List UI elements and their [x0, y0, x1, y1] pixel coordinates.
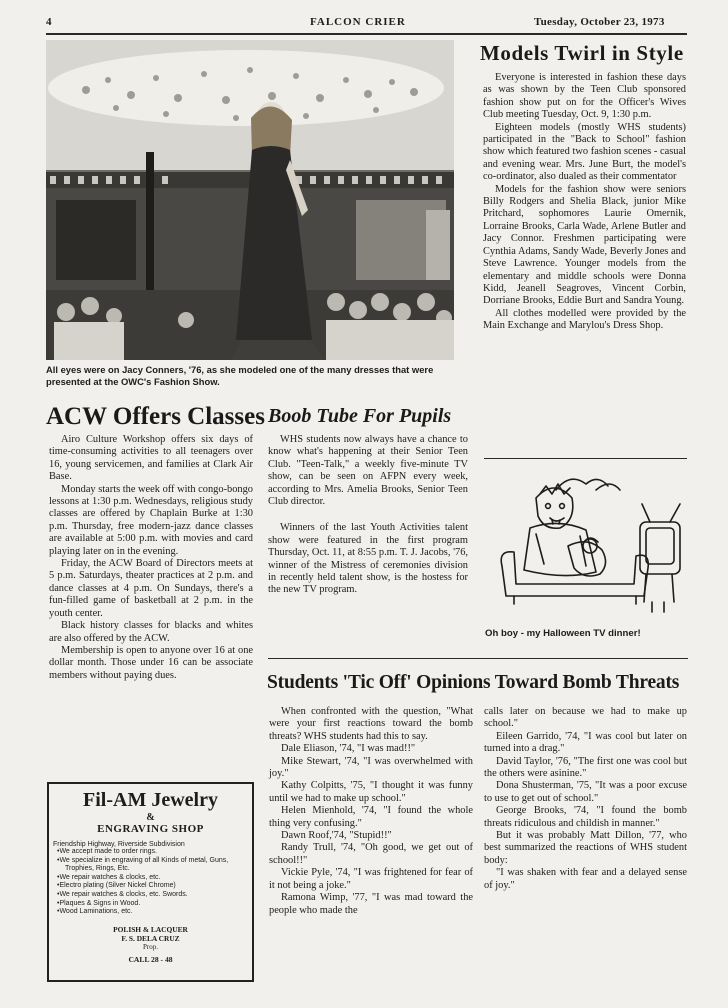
- masthead-rule: [46, 33, 687, 35]
- acw-paragraph: Black history classes for blacks and whites are also offered by the ACW.: [49, 620, 253, 644]
- ad-service-item: • We repair watches & clocks, etc. Swords.: [65, 891, 252, 900]
- boob-tube-paragraph: Winners of the last Youth Activities talent show were featured in the first program Thursday, Oct. 11, at 8:55 p.m. T. J. Jacobs, '76, winner of the Mistress of ceremonies division in recently held talent show, is the hostess for the new TV program.: [268, 522, 468, 596]
- bomb-quote: Dawn Roof,'74, "Stupid!!": [281, 830, 392, 842]
- issue-date: Tuesday, October 23, 1973: [534, 16, 665, 28]
- bomb-quote: Ramona Wimp, '77, "I was mad toward the people who made the: [269, 892, 473, 916]
- acw-paragraph: Monday starts the week off with congo-bongo lessons at 1:30 p.m. Wednesdays, religious study classes are offered by Chaplain Burke at 1:30 p.m. Thursday, free modern-jazz dance classes are available at 5:00 p.m. with movies and card playing later on in the evening.: [49, 483, 253, 557]
- bomb-quote: Dona Shusterman, '75, "It was a poor excuse to use to get out of school.": [484, 780, 687, 804]
- bomb-quote: Vickie Pyle, '74, "I was frightened for fear of it not being a joke.": [269, 867, 473, 891]
- boob-tube-paragraph: WHS students now always have a chance to know what's happening at their Senior Teen Club. "Teen-Talk," a weekly five-minute TV show, can be seen on AFPN every week, according to Mrs. Amelia Brooks, Senior Teen Club director.: [268, 434, 468, 508]
- ad-subtitle: ENGRAVING SHOP: [97, 823, 204, 835]
- bomb-quote: David Taylor, '76, "The first one was cool but the others were asinine.": [484, 755, 687, 780]
- models-paragraph: Models for the fashion show were seniors Billy Rodgers and Shelia Black, junior Mike Pritchard, sophomores Laurie Omernik, Lorraine Brooks, Carla Wade, Arlene Butler and Jacy Connor. Freshmen participating were Cynthia Adams, Sandy Wade, Beverly Jones and Steve Lawrence. Younger models from the elementary and middle schools were Donna Kidd, Jeanell Seagroves, Vincent Corbin, Dorriane Brooks, Eddie Burt and Sandra Young.: [483, 183, 686, 307]
- ad-service-item: • Wood Laminations, etc.: [65, 908, 252, 917]
- ad-footer-prop: Prop.: [143, 942, 158, 951]
- bomb-quote: But it was probably Matt Dillon, '77, who best summarized the reactions of WHS student body:: [484, 830, 687, 866]
- cartoon-caption: Oh boy - my Halloween TV dinner!: [485, 628, 641, 639]
- bomb-quote: When confronted with the question, "What were your first reactions toward the bomb threats? WHS students had this to say.: [269, 706, 473, 742]
- ad-footer-polish: POLISH & LACQUER: [113, 924, 188, 934]
- boob-tube-article: [268, 434, 468, 597]
- ad-services-list: [53, 848, 252, 917]
- acw-headline: ACW Offers Classes: [46, 403, 265, 430]
- bomb-quote: Randy Trull, '74, "Oh good, we get out of school!!": [269, 842, 473, 866]
- ad-service-item: • We repair watches & clocks, etc.: [65, 874, 252, 883]
- models-bottom-rule: [484, 458, 687, 459]
- acw-article: [49, 434, 253, 682]
- boob-tube-headline: Boob Tube For Pupils: [268, 405, 452, 427]
- models-paragraph: Everyone is interested in fashion these days as was shown by the Teen Club sponsored fashion show put on for the Officer's Wives Club meeting Tuesday, Oct. 9, 1:30 p.m.: [483, 72, 686, 121]
- bomb-headline: Students 'Tic Off' Opinions Toward Bomb Threats: [267, 672, 680, 693]
- ad-service-item: • We accept made to order rings.: [65, 848, 252, 857]
- ad-address: Friendship Highway, Riverside Subdivision: [53, 841, 185, 848]
- ad-ampersand: &: [146, 812, 155, 823]
- bomb-quote: Mike Stewart, '74, "I was overwhelmed with joy.": [269, 755, 473, 780]
- bomb-quote: Eileen Garrido, '74, "I was cool but later on turned into a drag.": [484, 730, 687, 755]
- bomb-quote: George Brooks, '74, "I found the bomb threats ridiculous and childish in manner.": [484, 805, 687, 829]
- bomb-quote: Kathy Colpitts, '75, "I thought it was funny until we had to make up school.": [269, 780, 473, 804]
- ad-footer-owner: F. S. DELA CRUZ: [121, 933, 180, 943]
- bomb-quote: Dale Eliason, '74, "I was mad!!": [281, 743, 416, 755]
- bomb-article-col1: [269, 706, 473, 917]
- fil-am-jewelry-ad: [47, 782, 254, 982]
- fashion-show-photo: [46, 40, 454, 360]
- bomb-top-rule: [268, 658, 688, 659]
- ad-service-item: • Electro plating (Silver Nickel Chrome): [65, 882, 252, 891]
- acw-paragraph: Membership is open to anyone over 16 at one dollar month. Those under 16 can be associate members without paying dues.: [49, 644, 253, 681]
- acw-paragraph: Friday, the ACW Board of Directors meets at 5 p.m. Saturdays, theater practices at 2 p.m. and dance classes at 4 p.m. On Sundays, there's a fun-filled game of basketball at 2 p.m. in the youth center.: [49, 558, 253, 619]
- bomb-article-col2: [484, 706, 687, 892]
- bomb-quote: Helen Mienhold, '74, "I found the whole thing very confusing.": [269, 805, 473, 829]
- bomb-quote: calls later on because we had to make up school.": [484, 706, 687, 730]
- page-number: 4: [46, 16, 53, 28]
- ad-title: Fil-AM Jewelry: [83, 789, 218, 811]
- halloween-cartoon: [484, 468, 688, 620]
- bomb-quote: "I was shaken with fear and a delayed sense of joy.": [484, 867, 687, 891]
- models-headline: Models Twirl in Style: [480, 41, 684, 65]
- ad-service-item: • We specialize in engraving of all Kinds of metal, Guns, Trophies, Rings, Etc.: [65, 857, 252, 874]
- ad-service-item: • Plaques & Signs in Wood.: [65, 900, 252, 909]
- photo-caption: All eyes were on Jacy Conners, '76, as she modeled one of the many dresses that were presented at the OWC's Fashion Show.: [46, 364, 434, 387]
- models-paragraph: All clothes modelled were provided by the Main Exchange and Marylou's Dress Shop.: [483, 307, 686, 332]
- paper-name: FALCON CRIER: [310, 16, 406, 28]
- ad-phone: CALL 28 - 48: [128, 954, 173, 964]
- models-paragraph: Eighteen models (mostly WHS students) participated in the "Back to School" fashion show which featured two fashion scenes - casual and evening wear. Mrs. June Burt, the model's co-ordinator, also dualed as their commentator: [483, 121, 686, 183]
- models-article: [483, 72, 686, 333]
- acw-paragraph: Airo Culture Workshop offers six days of time-consuming activities to all teenagers over 16, young servicemen, and families at Clark Air Base.: [49, 434, 253, 483]
